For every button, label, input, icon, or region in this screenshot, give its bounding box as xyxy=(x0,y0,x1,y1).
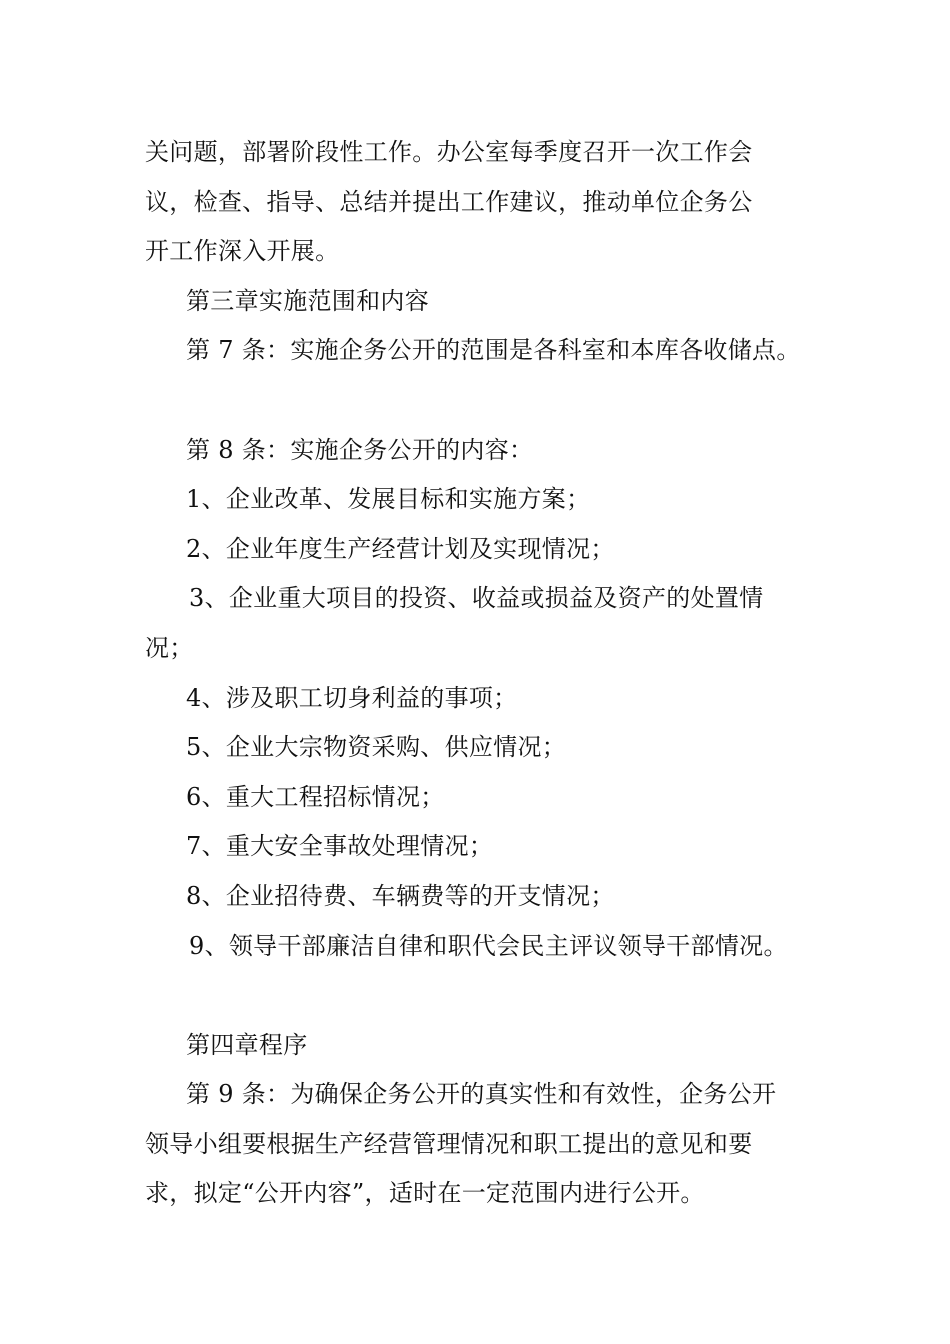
blank-line xyxy=(145,376,825,426)
list-item: 3、企业重大项目的投资、收益或损益及资产的处置情 xyxy=(189,584,764,613)
article-9: 第 9 条：为确保企务公开的真实性和有效性，企务公开 xyxy=(186,1080,777,1109)
list-item-continuation: 况； xyxy=(145,633,194,662)
list-item: 8、企业招待费、车辆费等的开支情况； xyxy=(186,881,615,910)
paragraph-line: 开工作深入开展。 xyxy=(145,237,340,266)
chapter-heading: 第三章实施范围和内容 xyxy=(186,286,429,315)
list-item: 9、领导干部廉洁自律和职代会民主评议领导干部情况。 xyxy=(189,931,788,960)
list-item: 4、涉及职工切身利益的事项； xyxy=(186,683,518,712)
list-item: 7、重大安全事故处理情况； xyxy=(186,832,494,861)
blank-line xyxy=(145,971,825,1021)
paragraph-line: 关问题，部署阶段性工作。办公室每季度召开一次工作会 xyxy=(145,138,753,166)
paragraph-line: 求，拟定“公开内容”，适时在一定范围内进行公开。 xyxy=(145,1179,705,1208)
document-body xyxy=(145,128,825,1219)
article-7: 第 7 条：实施企务公开的范围是各科室和本库各收储点。 xyxy=(186,336,801,365)
chapter-heading: 第四章程序 xyxy=(186,1030,308,1059)
list-item: 2、企业年度生产经营计划及实现情况； xyxy=(186,534,615,563)
article-8: 第 8 条：实施企务公开的内容： xyxy=(186,435,534,464)
list-item: 6、重大工程招标情况； xyxy=(186,782,445,811)
paragraph-line: 领导小组要根据生产经营管理情况和职工提出的意见和要 xyxy=(145,1129,753,1158)
list-item: 5、企业大宗物资采购、供应情况； xyxy=(186,733,567,762)
paragraph-line: 议，检查、指导、总结并提出工作建议，推动单位企务公 xyxy=(145,187,753,216)
list-item: 1、企业改革、发展目标和实施方案； xyxy=(186,485,591,514)
